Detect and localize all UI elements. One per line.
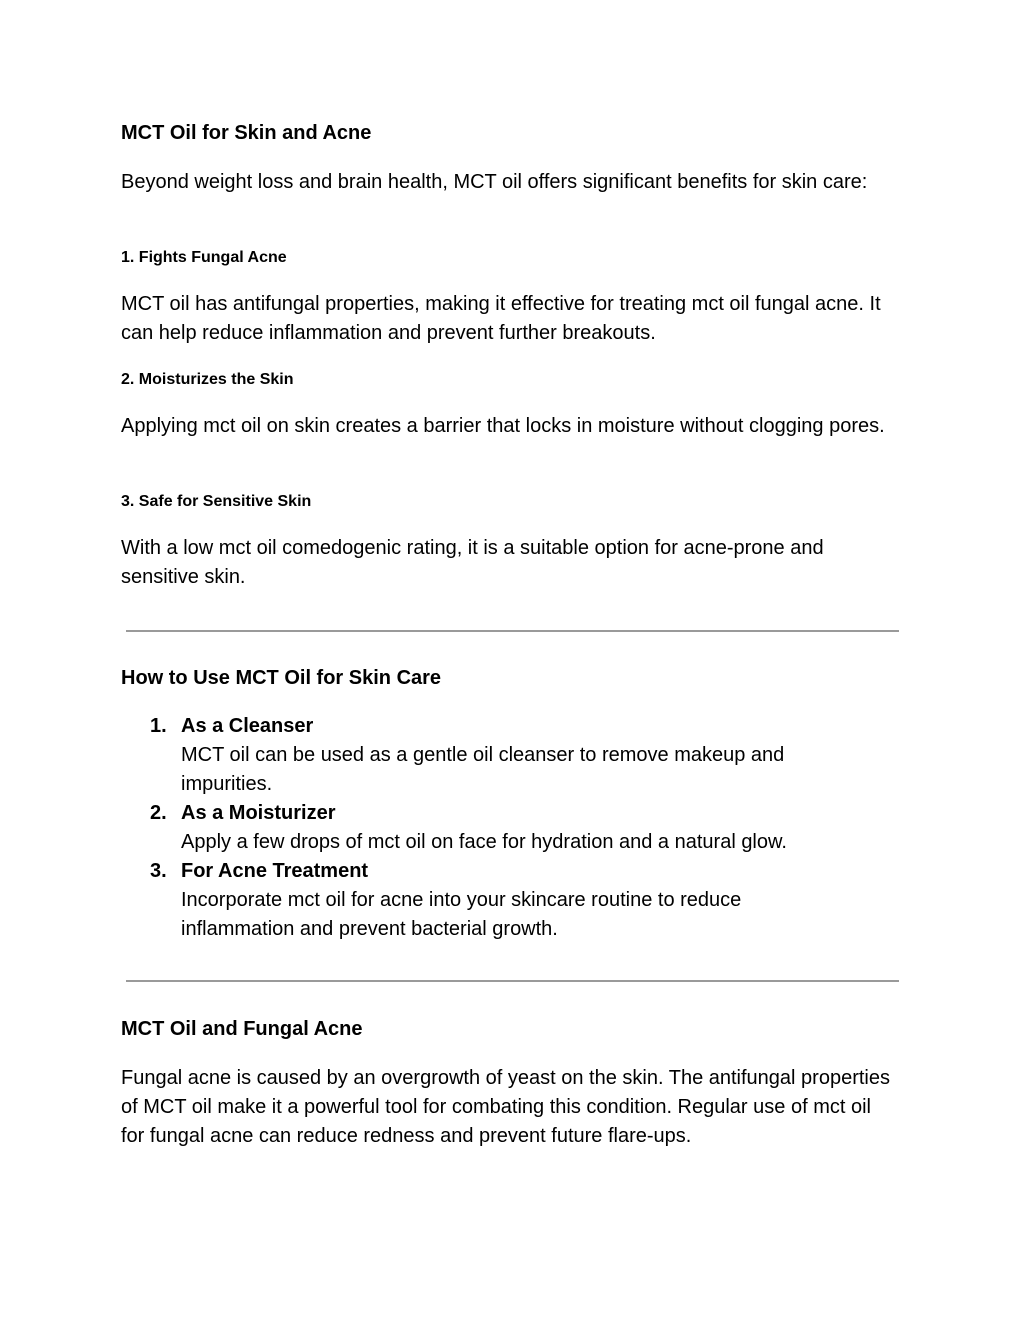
subheading-fights-fungal-acne: 1. Fights Fungal Acne [121, 249, 287, 266]
list-item [121, 712, 841, 799]
step-title-cleanser: As a Cleanser [181, 715, 314, 737]
subheading-moisturizes-skin: 2. Moisturizes the Skin [121, 371, 294, 388]
usage-steps-list [121, 712, 841, 944]
list-item [121, 857, 841, 944]
step-text-acne-treatment: Incorporate mct oil for acne into your skincare routine to reduce inflammation and prevent bacterial growth. [181, 889, 742, 940]
step-text-moisturizer: Apply a few drops of mct oil on face for hydration and a natural glow. [181, 831, 787, 853]
subheading-sensitive-skin: 3. Safe for Sensitive Skin [121, 493, 312, 510]
step-number: 1. [150, 715, 167, 737]
section-intro: Beyond weight loss and brain health, MCT oil offers significant benefits for skin care: [121, 171, 868, 193]
step-title-moisturizer: As a Moisturizer [181, 802, 336, 824]
paragraph-fights-fungal-acne: MCT oil has antifungal properties, making it effective for treating mct oil fungal acne. It can help reduce inflammation and prevent further breakouts. [121, 293, 881, 344]
step-text-cleanser: MCT oil can be used as a gentle oil cleanser to remove makeup and impurities. [181, 744, 785, 795]
list-item [121, 799, 841, 857]
paragraph-moisturizes-skin: Applying mct oil on skin creates a barrier that locks in moisture without clogging pores. [121, 415, 885, 437]
paragraph-fungal-acne: Fungal acne is caused by an overgrowth of yeast on the skin. The antifungal properties of MCT oil make it a powerful tool for combating this condition. Regular use of mct oil for fungal acne can reduce redness and prevent future flare-ups. [121, 1067, 890, 1147]
section-heading-fungal-acne: MCT Oil and Fungal Acne [121, 1018, 363, 1040]
horizontal-divider [126, 630, 899, 632]
step-number: 2. [150, 802, 167, 824]
section-heading-skin-and-acne: MCT Oil for Skin and Acne [121, 122, 372, 144]
section-heading-how-to-use: How to Use MCT Oil for Skin Care [121, 667, 442, 689]
step-number: 3. [150, 860, 167, 882]
step-title-acne-treatment: For Acne Treatment [181, 860, 369, 882]
horizontal-divider [126, 980, 899, 982]
paragraph-sensitive-skin: With a low mct oil comedogenic rating, it is a suitable option for acne-prone and sensitive skin. [121, 537, 824, 588]
